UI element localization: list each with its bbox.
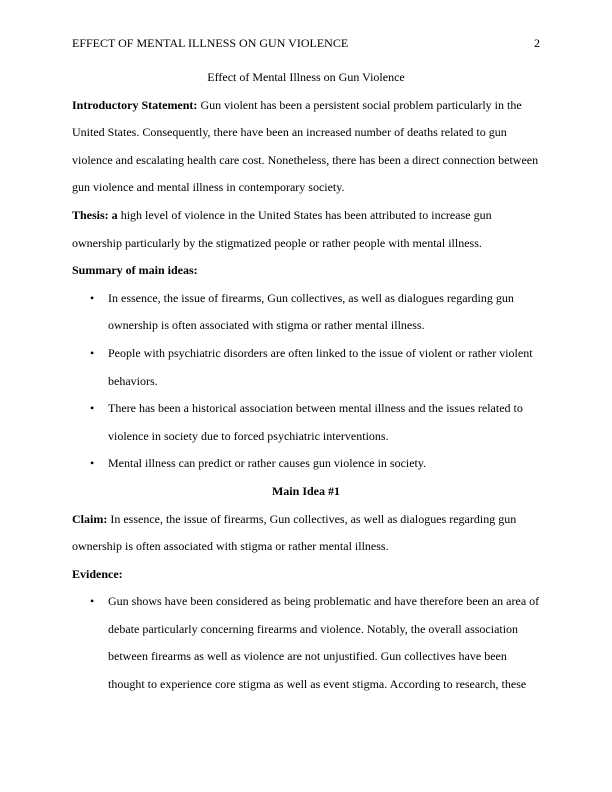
summary-list <box>72 285 540 478</box>
thesis-text: high level of violence in the United States has been attributed to increase gun ownership particularly by the stigmatized people or rather people with mental illness. <box>72 207 492 250</box>
list-item: • People with psychiatric disorders are often linked to the issue of violent or rather violent behaviors. <box>72 340 540 395</box>
claim-paragraph <box>72 506 540 561</box>
evidence-heading: Evidence: <box>72 566 123 581</box>
claim-text: In essence, the issue of firearms, Gun collectives, as well as dialogues regarding gun ownership is often associated with stigma or rather mental illness. <box>72 511 517 554</box>
list-item: • There has been a historical association between mental illness and the issues related to violence in society due to forced psychiatric interventions. <box>72 395 540 450</box>
list-item: • Gun shows have been considered as being problematic and have therefore been an area of debate particularly concerning firearms and violence. Notably, the overall association between firearms as well as violence are not unjustified. Gun collectives have been thought to experience core stigma as well as event stigma. According to research, these <box>72 588 540 698</box>
intro-paragraph <box>72 92 540 202</box>
thesis-paragraph <box>72 202 540 257</box>
bullet-icon: • <box>90 345 95 360</box>
evidence-list <box>72 588 540 698</box>
document-body <box>72 64 540 699</box>
summary-heading: Summary of main ideas: <box>72 263 198 278</box>
page-number: 2 <box>534 36 540 50</box>
thesis-label: Thesis: a <box>72 207 118 222</box>
list-item: • In essence, the issue of firearms, Gun collectives, as well as dialogues regarding gun ownership is often associated with stigma or rather mental illness. <box>72 285 540 340</box>
list-item: • Mental illness can predict or rather causes gun violence in society. <box>72 450 540 478</box>
main-idea-heading: Main Idea #1 <box>271 483 340 498</box>
bullet-icon: • <box>90 594 95 609</box>
bullet-icon: • <box>90 456 95 471</box>
paper-title: Effect of Mental Illness on Gun Violence <box>207 70 405 84</box>
intro-text: Gun violent has been a persistent social problem particularly in the United States. Consequently, there have been an increased number of deaths related to gun violence and escalating health care cost. Nonetheless, there has been a direct connection between gun violence and mental illness in contemporary society. <box>72 97 539 195</box>
running-head-title: EFFECT OF MENTAL ILLNESS ON GUN VIOLENCE <box>72 36 349 50</box>
claim-label: Claim: <box>72 511 108 526</box>
intro-label: Introductory Statement: <box>72 97 198 112</box>
bullet-icon: • <box>90 290 95 305</box>
bullet-icon: • <box>90 401 95 416</box>
